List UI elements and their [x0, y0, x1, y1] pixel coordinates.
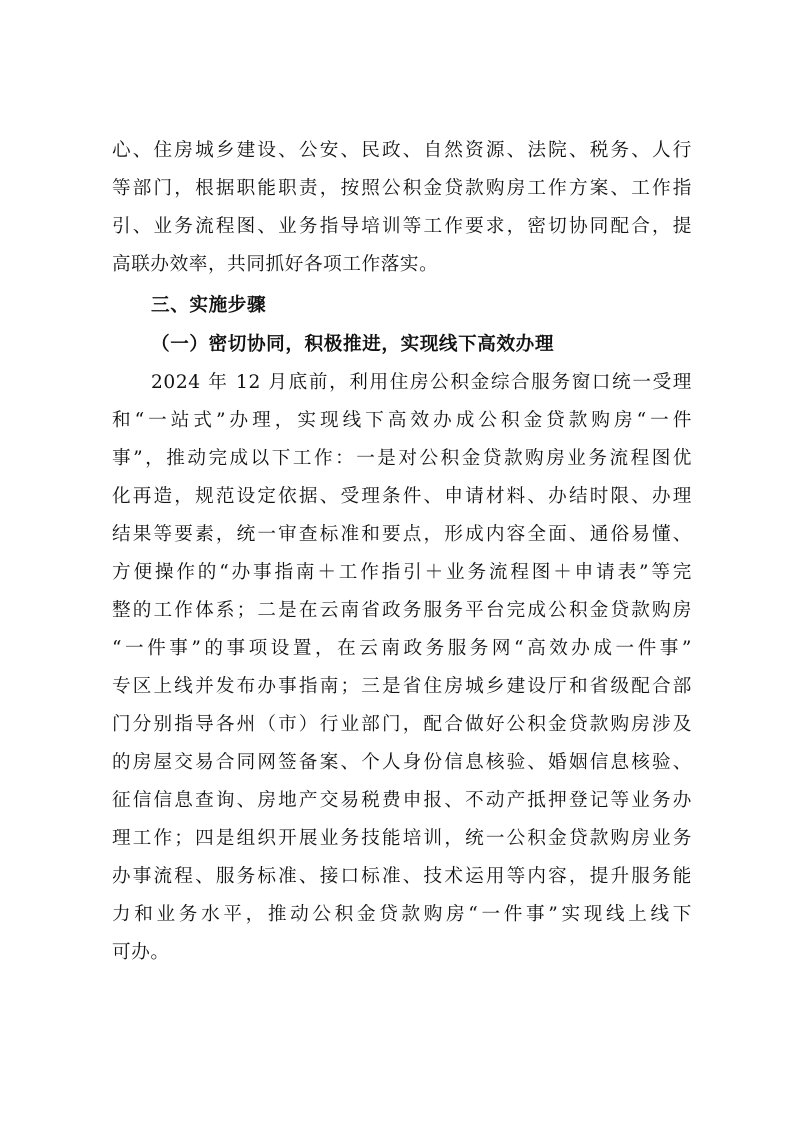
paragraph-line: 理工作；四是组织开展业务技能培训，统一公积金贷款购房业务 — [112, 828, 692, 849]
paragraph-line: “一件事”的事项设置，在云南政务服务网“高效办成一件事” — [112, 638, 692, 659]
paragraph-line: 可办。 — [112, 942, 170, 963]
paragraph-line: 2024 年 12 月底前，利用住房公积金综合服务窗口统一受理 — [151, 372, 692, 393]
paragraph-line: 等部门，根据职能职责，按照公积金贷款购房工作方案、工作指 — [112, 178, 692, 199]
paragraph-line: 和“一站式”办理，实现线下高效办成公积金贷款购房“一件 — [112, 410, 692, 431]
paragraph-line: 的房屋交易合同网签备案、个人身份信息核验、婚姻信息核验、 — [112, 752, 692, 773]
paragraph-line: 化再造，规范设定依据、受理条件、申请材料、办结时限、办理 — [112, 486, 692, 507]
paragraph-line: 专区上线并发布办事指南；三是省住房城乡建设厅和省级配合部 — [112, 676, 692, 697]
subsection-heading: （一）密切协同，积极推进，实现线下高效办理 — [151, 334, 555, 355]
section-heading: 三、实施步骤 — [151, 295, 267, 316]
paragraph-line: 征信信息查询、房地产交易税费申报、不动产抵押登记等业务办 — [112, 790, 692, 811]
paragraph-line: 整的工作体系；二是在云南省政务服务平台完成公积金贷款购房 — [112, 600, 692, 621]
paragraph-line: 心、住房城乡建设、公安、民政、自然资源、法院、税务、人行 — [112, 140, 692, 161]
paragraph-line: 方便操作的“办事指南＋工作指引＋业务流程图＋申请表”等完 — [112, 562, 692, 583]
paragraph-line: 引、业务流程图、业务指导培训等工作要求，密切协同配合，提 — [112, 216, 692, 237]
paragraph-line: 门分别指导各州（市）行业部门，配合做好公积金贷款购房涉及 — [112, 714, 692, 735]
paragraph-line: 结果等要素，统一审查标准和要点，形成内容全面、通俗易懂、 — [112, 524, 692, 545]
paragraph-line: 高联办效率，共同抓好各项工作落实。 — [112, 254, 439, 275]
paragraph-line: 办事流程、服务标准、接口标准、技术运用等内容，提升服务能 — [112, 866, 692, 887]
paragraph-line: 事”，推动完成以下工作：一是对公积金贷款购房业务流程图优 — [112, 448, 692, 469]
paragraph-line: 力和业务水平，推动公积金贷款购房“一件事”实现线上线下 — [112, 904, 692, 925]
